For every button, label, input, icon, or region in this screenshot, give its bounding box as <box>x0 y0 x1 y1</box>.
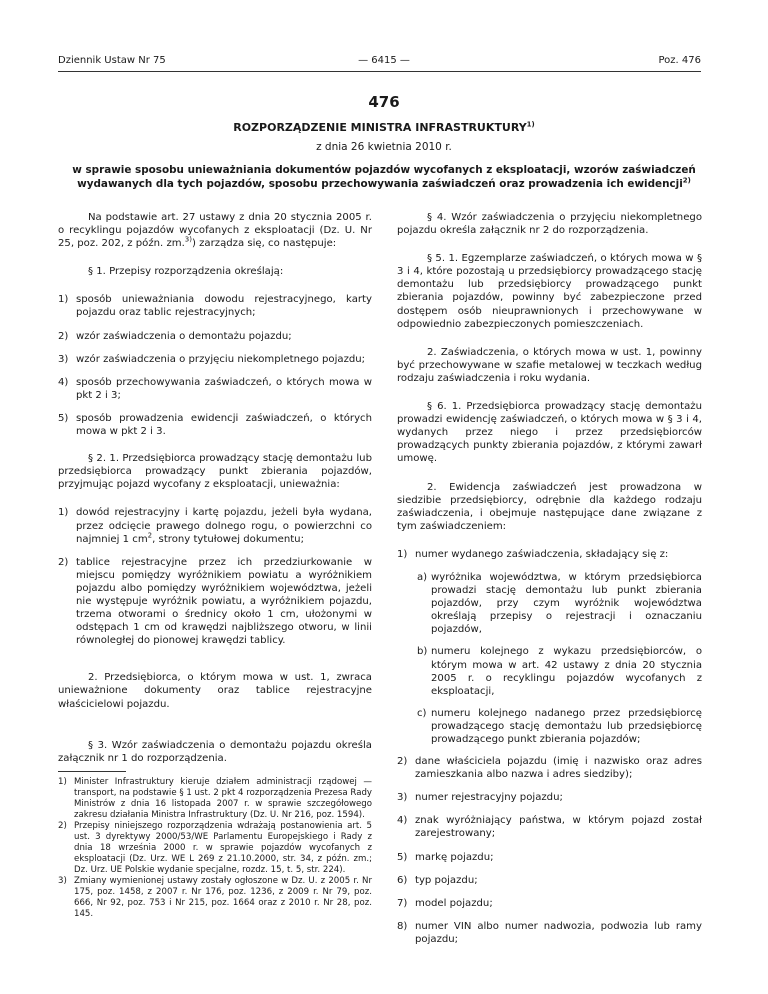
item-text: numer rejestracyjny pojazdu; <box>415 792 563 804</box>
sub-item <box>417 571 702 636</box>
section-2-para-2: 2. Przedsiębiorca, o którym mowa w ust. 1, zwraca unieważnione dokumenty oraz tablice rejestracyjne właścicielowi pojazdu. <box>58 672 372 710</box>
item-text: numer wydanego zaświadczenia, składający się z: <box>415 548 669 560</box>
list-item <box>397 851 702 864</box>
act-subject: w sprawie sposobu unieważniania dokumentów pojazdów wycofanych z eksploatacji, wzorów zaświadczeń wydawanych dla tych pojazdów, sposobu przechowywania zaświadczeń oraz prowadzenia ich ewidencji$^{2)}$ <box>72 164 696 190</box>
item-number: 2) <box>58 556 69 568</box>
footnote-rule <box>58 771 126 772</box>
item-text: znak wyróżniający państwa, w którym pojazd został zarejestrowany; <box>415 815 702 840</box>
item-number: 4) <box>397 815 408 827</box>
list-item <box>397 897 702 910</box>
item-number: 5) <box>58 412 69 424</box>
list-item <box>397 874 702 887</box>
item-text: numeru kolejnego z wykazu przedsiębiorców, o którym mowa w art. 42 ustawy z dnia 20 stycznia 2005 r. o recyklingu pojazdów wycofanych z eksploatacji, <box>431 646 702 697</box>
footnote <box>58 821 372 876</box>
list-item <box>397 791 702 804</box>
item-number: 8) <box>397 920 408 932</box>
item-number: 1) <box>58 294 69 306</box>
item-text: typ pojazdu; <box>415 874 478 886</box>
item-text: sposób unieważniania dowodu rejestracyjnego, karty pojazdu oraz tablic rejestracyjnych; <box>76 294 372 319</box>
subitem-list <box>397 571 702 746</box>
act-date: z dnia 26 kwietnia 2010 r. <box>316 141 452 153</box>
act-number: 476 <box>368 93 400 111</box>
footnote-ref: 3) <box>184 235 192 244</box>
list-item <box>397 548 702 561</box>
item-number: 1) <box>58 776 67 787</box>
footnote-ref: 1) <box>526 120 535 129</box>
footnote-ref: 2) <box>682 176 691 185</box>
section-1-list <box>58 293 372 438</box>
act-title: ROZPORZĄDZENIE MINISTRA INFRASTRUKTURY$^{1)}$ <box>233 120 535 134</box>
item-number: 6) <box>397 874 408 886</box>
item-number: 5) <box>397 851 408 863</box>
item-text: wzór zaświadczenia o demontażu pojazdu; <box>76 330 292 342</box>
item-number: 1) <box>58 507 69 519</box>
section-6-para-1: § 6. 1. Przedsiębiorca prowadzący stację demontażu prowadzi ewidencję zaświadczeń, o których mowa w § 3 i 4, wydanych przez niego i przez przedsiębiorców prowadzących punkty zbierania pojazdów, z którymi zawarł umowę. <box>397 401 702 465</box>
item-number: 2) <box>397 756 408 768</box>
section-3: § 3. Wzór zaświadczenia o demontażu pojazdu określa załącznik nr 1 do rozporządzenia. <box>58 739 372 764</box>
sub-item <box>417 645 702 697</box>
journal-name: Dziennik Ustaw Nr 75 <box>58 55 166 66</box>
item-number: 2) <box>58 820 67 831</box>
item-text: numer VIN albo numer nadwozia, podwozia lub ramy pojazdu; <box>415 920 702 945</box>
item-text: numeru kolejnego nadanego przez przedsiębiorcę prowadzącego stację demontażu lub przedsiębiorcę prowadzącego punkt zbierania pojazdów; <box>431 707 702 745</box>
item-text: Minister Infrastruktury kieruje działem administracji rządowej — transport, na podstawie § 1 ust. 2 pkt 4 rozporządzenia Prezesa Rady Ministrów z dnia 16 listopada 2007 r. w sprawie szczegółowego zakresu działania Ministra Infrastruktury (Dz. U. Nr 216, poz. 1594). <box>74 776 372 820</box>
left-column <box>58 211 372 920</box>
list-item <box>58 293 372 319</box>
header-rule <box>58 71 701 72</box>
list-item <box>58 353 372 366</box>
right-column <box>397 211 702 956</box>
item-text: wzór zaświadczenia o przyjęciu niekompletnego pojazdu; <box>76 353 366 365</box>
page-number: — 6415 — <box>358 55 410 66</box>
item-number: 3) <box>397 792 408 804</box>
item-text: sposób przechowywania zaświadczeń, o których mowa w pkt 2 i 3; <box>76 376 372 401</box>
item-number: a) <box>417 571 428 583</box>
data-items-list <box>397 755 702 946</box>
list-item <box>397 814 702 840</box>
section-6-para-2: 2. Ewidencja zaświadczeń jest prowadzona w siedzibie przedsiębiorcy, odrębnie dla każdego rodzaju zaświadczenia, i obejmuje następujące dane związane z tym zaświadczeniem: <box>397 481 702 532</box>
section-4: § 4. Wzór zaświadczenia o przyjęciu niekompletnego pojazdu określa załącznik nr 2 do rozporządzenia. <box>397 212 702 237</box>
footnotes <box>58 777 372 920</box>
preamble: Na podstawie art. 27 ustawy z dnia 20 stycznia 2005 r. o recyklingu pojazdów wycofanych z eksploatacji (Dz. U. Nr 25, poz. 202, z późn. zm.$^{3)}$) zarządza się, co następuje: <box>58 212 372 250</box>
section-5-para-2: 2. Zaświadczenia, o których mowa w ust. 1, powinny być przechowywane w szafie metalowej w teczkach według rodzaju zaświadczenia i roku wydania. <box>397 346 702 384</box>
item-number: 7) <box>397 897 408 909</box>
section-5-para-1: § 5. 1. Egzemplarze zaświadczeń, o których mowa w § 3 i 4, które pozostają u przedsiębiorcy prowadzącego stację demontażu lub przedsiębiorcy prowadzącego punkt zbierania pojazdów, powinny być zabezpieczone przed dostępem osób nieuprawnionych i przechowywane w odpowiednio zabezpieczonych pomieszczeniach. <box>397 253 702 330</box>
item-number: c) <box>417 707 427 719</box>
sub-item <box>417 707 702 746</box>
item-number: 4) <box>58 376 69 388</box>
item-text: dowód rejestracyjny i kartę pojazdu, jeżeli była wydana, przez odcięcie prawego dolnego rogu, o powierzchni co najmniej 1 $cm^2$, strony tytułowej dokumentu; <box>76 507 372 545</box>
item-number: b) <box>417 646 428 658</box>
section-1: § 1. Przepisy rozporządzenia określają: <box>88 266 284 278</box>
item-number: 3) <box>58 875 67 886</box>
item-number: 2) <box>58 330 69 342</box>
list-item <box>58 506 372 545</box>
footnote <box>58 777 372 821</box>
list-item <box>58 556 372 648</box>
item-text: dane właściciela pojazdu (imię i nazwisko oraz adres zamieszkania albo nazwa i adres siedziby); <box>415 756 702 781</box>
list-item <box>397 920 702 946</box>
list-item <box>58 412 372 438</box>
list-item <box>397 755 702 781</box>
item-text: tablice rejestracyjne przez ich przedziurkowanie w miejscu pomiędzy wyróżnikiem powiatu a wyróżnikiem pojazdu albo pomiędzy wyróżnikiem województwa, jeżeli nie występuje wyróżnik powiatu, a wyróżnikiem pojazdu, trzema otworami o średnicy około 1 cm, ułożonymi w odstępach 1 cm od krawędzi najbliższego otworu, w linii równoległej do pionowej krawędzi tablicy. <box>76 556 372 647</box>
item-text: Zmiany wymienionej ustawy zostały ogłoszone w Dz. U. z 2005 r. Nr 175, poz. 1458, z 2007 r. Nr 176, poz. 1236, z 2009 r. Nr 79, poz. 666, Nr 92, poz. 753 i Nr 215, poz. 1664 oraz z 2010 r. Nr 28, poz. 145. <box>74 875 372 919</box>
position-number: Poz. 476 <box>658 55 701 66</box>
list-item <box>58 376 372 402</box>
item-number: 1) <box>397 548 408 560</box>
list-item <box>58 330 372 343</box>
item-text: markę pojazdu; <box>415 851 494 863</box>
item-text: model pojazdu; <box>415 897 493 909</box>
item-text: Przepisy niniejszego rozporządzenia wdrażają postanowienia art. 5 ust. 3 dyrektywy 2000/53/WE Parlamentu Europejskiego i Rady z dnia 18 września 2000 r. w sprawie pojazdów wycofanych z eksploatacji (Dz. Urz. WE L 269 z 21.10.2000, str. 34, z późn. zm.; Dz. Urz. UE Polskie wydanie specjalne, rozdz. 15, t. 5, str. 224). <box>74 820 372 875</box>
section-2-para-1: § 2. 1. Przedsiębiorca prowadzący stację demontażu lub przedsiębiorca prowadzący punkt zbierania pojazdów, przyjmując pojazd wycofany z eksploatacji, unieważnia: <box>58 453 372 491</box>
footnote <box>58 876 372 920</box>
item-text: wyróżnika województwa, w którym przedsiębiorca prowadzi stację demontażu lub punkt zbierania pojazdów, przy czym wyróżnik województwa określają przepisy o rejestracji i oznaczaniu pojazdów, <box>431 571 702 636</box>
item-text: sposób prowadzenia ewidencji zaświadczeń, o których mowa w pkt 2 i 3. <box>76 412 372 438</box>
item-number: 3) <box>58 353 69 365</box>
